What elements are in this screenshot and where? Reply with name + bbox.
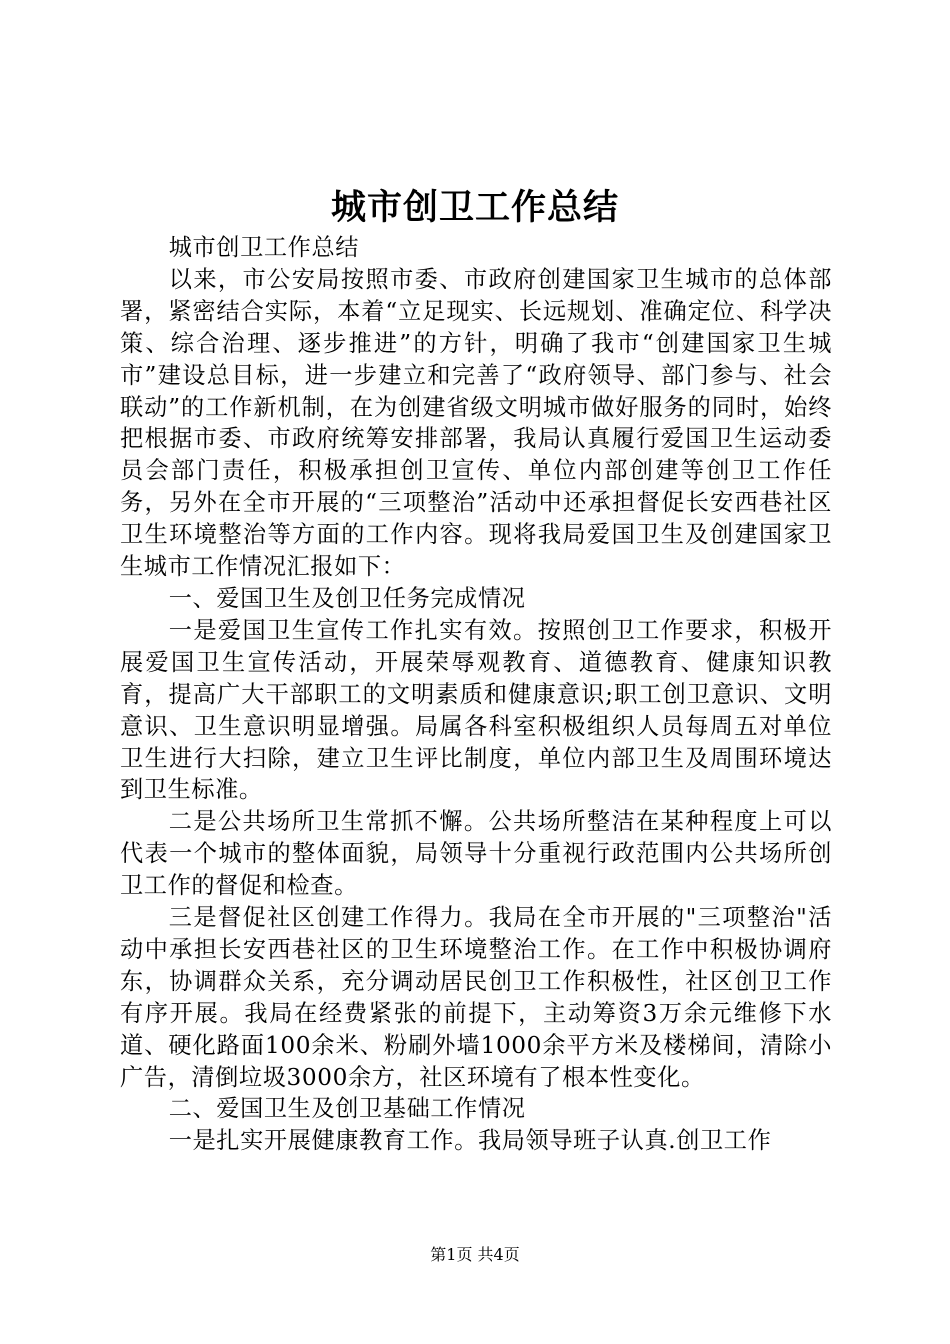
paragraph-public-places: 二是公共场所卫生常抓不懈。公共场所整洁在某种程度上可以代表一个城市的整体面貌，局领导十分重视行政范围内公共场所创卫工作的督促和检查。: [120, 808, 832, 900]
paragraph-heading: 城市创卫工作总结: [168, 234, 360, 261]
section-heading-2: 二、爱国卫生及创卫基础工作情况: [168, 1095, 526, 1123]
section-heading-1: 一、爱国卫生及创卫任务完成情况: [168, 584, 526, 612]
page-footer: 第1页 共4页: [430, 1245, 520, 1264]
paragraph-community: 三是督促社区创建工作得力。我局在全市开展的"三项整治"活动中承担长安西巷社区的卫生环境整治工作。在工作中积极协调府东，协调群众关系，充分调动居民创卫工作积极性，社区创卫工作有序开展。我局在经费紧张的前提下，主动筹资3万余元维修下水道、硬化路面100余米、粉刷外墙1000余平方米及楼梯间，清除小广告，清倒垃圾3000余方，社区环境有了根本性变化。: [120, 904, 832, 1091]
paragraph-health-education: 一是扎实开展健康教育工作。我局领导班子认真.创卫工作: [168, 1127, 772, 1155]
paragraph-publicity: 一是爱国卫生宣传工作扎实有效。按照创卫工作要求，积极开展爱国卫生宣传活动，开展荣辱观教育、道德教育、健康知识教育，提高广大干部职工的文明素质和健康意识;职工创卫意识、文明意识、卫生意识明显增强。局属各科室积极组织人员每周五对单位卫生进行大扫除，建立卫生评比制度，单位内部卫生及周围环境达到卫生标准。: [120, 616, 832, 804]
document-title: 城市创卫工作总结: [330, 187, 619, 228]
paragraph-intro: 以来，市公安局按照市委、市政府创建国家卫生城市的总体部署，紧密结合实际，本着“立足现实、长远规划、准确定位、科学决策、综合治理、逐步推进”的方针，明确了我市“创建国家卫生城市”建设总目标，进一步建立和完善了“政府领导、部门参与、社会联动”的工作新机制，在为创建省级文明城市做好服务的同时，始终把根据市委、市政府统筹安排部署，我局认真履行爱国卫生运动委员会部门责任，积极承担创卫宣传、单位内部创建等创卫工作任务，另外在全市开展的“三项整治”活动中还承担督促长安西巷社区卫生环境整治等方面的工作内容。现将我局爱国卫生及创建国家卫生城市工作情况汇报如下：: [120, 265, 832, 581]
document-body: [120, 232, 832, 1157]
